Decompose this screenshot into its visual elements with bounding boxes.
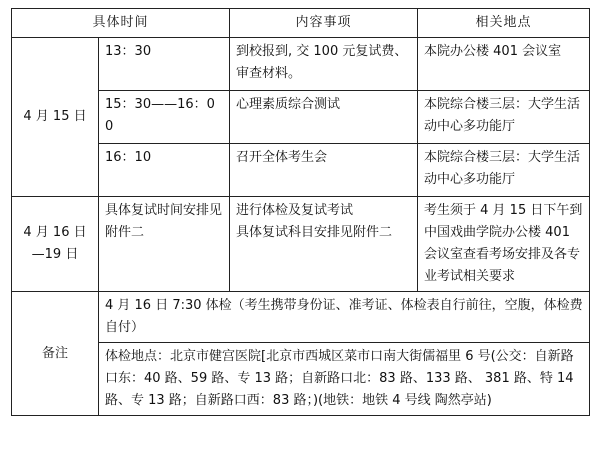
header-row — [12, 9, 590, 38]
time-cell: 15：30——16：00 — [99, 91, 230, 144]
content-line: 具体复试科目安排见附件二 — [236, 225, 393, 240]
table-row — [12, 38, 590, 91]
date-cell — [12, 197, 99, 292]
content-cell: 心理素质综合测试 — [230, 91, 418, 144]
remarks-label: 备注 — [12, 292, 99, 416]
content-cell: 到校报到, 交 100 元复试费、审查材料。 — [230, 38, 418, 91]
schedule-table — [11, 8, 590, 416]
place-cell: 本院综合楼三层：大学生活动中心多功能厅 — [418, 144, 590, 197]
date-line: —19 日 — [31, 247, 79, 262]
header-time: 具体时间 — [12, 9, 230, 38]
remarks-text: 4 月 16 日 7:30 体检（考生携带身份证、准考证、体检表自行前往，空腹，体检费自付） — [99, 292, 590, 343]
header-place: 相关地点 — [418, 9, 590, 38]
date-line: 4 月 16 日 — [23, 225, 87, 240]
remarks-row — [12, 343, 590, 416]
header-content: 内容事项 — [230, 9, 418, 38]
table-row — [12, 197, 590, 292]
table-row — [12, 144, 590, 197]
content-cell: 召开全体考生会 — [230, 144, 418, 197]
place-cell: 本院办公楼 401 会议室 — [418, 38, 590, 91]
content-line: 进行体检及复试考试 — [236, 203, 354, 218]
remarks-row — [12, 292, 590, 343]
time-cell: 16：10 — [99, 144, 230, 197]
place-cell: 本院综合楼三层：大学生活动中心多功能厅 — [418, 91, 590, 144]
time-cell: 具体复试时间安排见附件二 — [99, 197, 230, 292]
remarks-text: 体检地点：北京市健宫医院[北京市西城区菜市口南大街儒福里 6 号(公交：自新路口东：40 路、59 路、专 13 路；自新路口北：83 路、133 路、 381 路、特 14 路、专 13 路；自新路口西：83 路；)(地铁：地铁 4 号线 陶然亭站) — [99, 343, 590, 416]
time-cell: 13：30 — [99, 38, 230, 91]
place-cell: 考生须于 4 月 15 日下午到中国戏曲学院办公楼 401 会议室查看考场安排及各专业考试相关要求 — [418, 197, 590, 292]
content-cell — [230, 197, 418, 292]
date-cell: 4 月 15 日 — [12, 38, 99, 197]
table-row — [12, 91, 590, 144]
